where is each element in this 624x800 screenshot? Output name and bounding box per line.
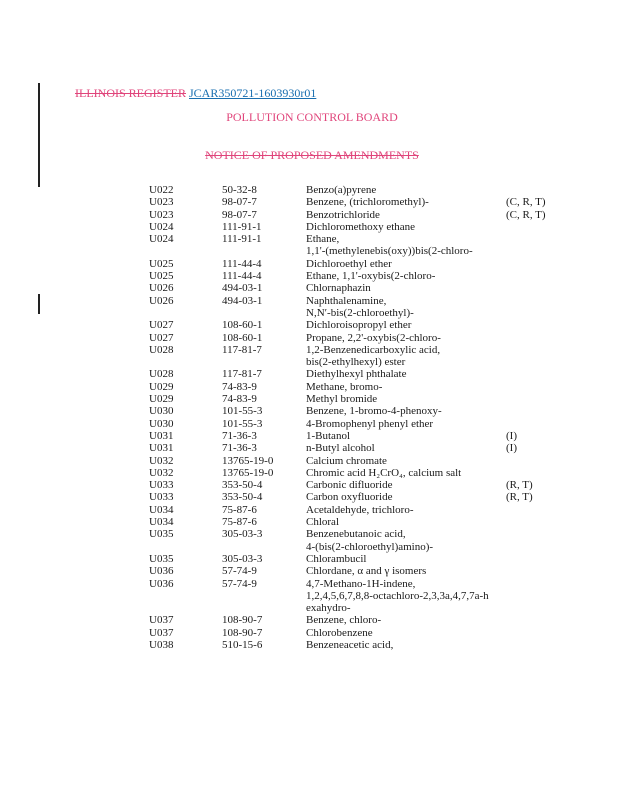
waste-code: U029: [149, 393, 174, 406]
cas-number: 75-87-6: [222, 516, 257, 529]
table-row: [0, 196, 624, 208]
chemical-name: Chromic acid H₂CrO₄, calcium salt: [306, 466, 462, 479]
chemical-name: Propane, 2,2'-oxybis(2-chloro-: [306, 331, 441, 344]
cas-number: 74-83-9: [222, 380, 257, 393]
chemical-name: Naphthalenamine,: [306, 294, 387, 307]
table-row: [0, 233, 624, 245]
table-row: [0, 184, 624, 196]
cas-number: 111-44-4: [222, 257, 262, 270]
register-id-inserted[interactable]: JCAR350721-1603930r01: [189, 86, 317, 100]
cas-number: 101-55-3: [222, 405, 263, 418]
waste-code: U028: [149, 368, 174, 381]
change-bar: [38, 83, 40, 187]
hazard-code: (R, T): [506, 479, 533, 492]
register-header: [75, 86, 316, 101]
table-row: [0, 528, 624, 540]
chemical-name: Ethane, 1,1'-oxybis(2-chloro-: [306, 270, 436, 283]
chemical-name: Carbonic difluoride: [306, 479, 393, 492]
waste-code: U037: [149, 614, 174, 627]
chemical-name: bis(2-ethylhexyl) ester: [306, 356, 406, 369]
table-row: [0, 504, 624, 516]
chemical-name: 4-(bis(2-chloroethyl)amino)-: [306, 540, 434, 553]
waste-code: U035: [149, 528, 174, 541]
chemical-name: Methyl bromide: [306, 393, 378, 406]
table-row: [0, 258, 624, 270]
chemical-name: 4,7-Methano-1H-indene,: [306, 577, 416, 590]
chemical-name: Chlorobenzene: [306, 626, 373, 639]
waste-code: U033: [149, 491, 174, 504]
table-row: [0, 442, 624, 454]
table-row: [0, 430, 624, 442]
chemical-name: Diethylhexyl phthalate: [306, 368, 407, 381]
cas-number: 353-50-4: [222, 491, 263, 504]
chemical-name: n-Butyl alcohol: [306, 442, 375, 455]
chemical-name: Carbon oxyfluoride: [306, 491, 393, 504]
table-row: [0, 590, 624, 602]
waste-code: U028: [149, 343, 174, 356]
notice-title: NOTICE OF PROPOSED AMENDMENTS: [205, 148, 419, 162]
chemical-name: Benzotrichloride: [306, 208, 380, 221]
table-row: [0, 209, 624, 221]
hazard-code: (C, R, T): [506, 196, 546, 209]
table-row: [0, 356, 624, 368]
cas-number: 57-74-9: [222, 577, 257, 590]
waste-code: U031: [149, 442, 174, 455]
waste-code: U027: [149, 331, 174, 344]
chemical-name: N,N′-bis(2-chloroethyl)-: [306, 306, 414, 319]
waste-code: U022: [149, 184, 174, 196]
table-row: [0, 295, 624, 307]
table-row: [0, 627, 624, 639]
hazard-code: (C, R, T): [506, 208, 546, 221]
chemical-name: Chlornaphazin: [306, 282, 371, 295]
cas-number: 117-81-7: [222, 368, 262, 381]
waste-code: U037: [149, 626, 174, 639]
table-row: [0, 491, 624, 503]
chemical-name: Methane, bromo-: [306, 380, 383, 393]
cas-number: 71-36-3: [222, 442, 257, 455]
table-row: [0, 344, 624, 356]
table-row: [0, 221, 624, 233]
table-row: [0, 553, 624, 565]
waste-code-table: [0, 184, 624, 651]
chemical-name: 4-Bromophenyl phenyl ether: [306, 417, 434, 430]
waste-code: U034: [149, 516, 174, 529]
cas-number: 101-55-3: [222, 417, 263, 430]
cas-number: 75-87-6: [222, 503, 257, 516]
table-row: [0, 307, 624, 319]
waste-code: U033: [149, 479, 174, 492]
cas-number: 108-90-7: [222, 614, 263, 627]
cas-number: 108-60-1: [222, 331, 263, 344]
waste-code: U026: [149, 294, 174, 307]
chemical-name: Dichloroethyl ether: [306, 257, 392, 270]
waste-code: U034: [149, 503, 174, 516]
table-row: [0, 479, 624, 491]
chemical-name: Benzene, 1-bromo-4-phenoxy-: [306, 405, 442, 418]
chemical-name: Chlordane, α and γ isomers: [306, 565, 427, 578]
chemical-name: Benzene, (trichloromethyl)-: [306, 196, 429, 209]
waste-code: U026: [149, 282, 174, 295]
cas-number: 57-74-9: [222, 565, 257, 578]
cas-number: 50-32-8: [222, 184, 257, 196]
cas-number: 353-50-4: [222, 479, 263, 492]
table-row: [0, 578, 624, 590]
waste-code: U032: [149, 466, 174, 479]
table-row: [0, 516, 624, 528]
cas-number: 98-07-7: [222, 196, 257, 209]
table-row: [0, 639, 624, 651]
cas-number: 117-81-7: [222, 343, 262, 356]
hazard-code: (I): [506, 429, 517, 442]
cas-number: 98-07-7: [222, 208, 257, 221]
waste-code: U023: [149, 208, 174, 221]
table-row: [0, 319, 624, 331]
chemical-name: Ethane,: [306, 233, 340, 246]
waste-code: U030: [149, 417, 174, 430]
cas-number: 111-91-1: [222, 220, 262, 233]
chemical-name: Calcium chromate: [306, 454, 387, 467]
table-row: [0, 245, 624, 257]
table-row: [0, 418, 624, 430]
chemical-name: Dichloromethoxy ethane: [306, 220, 416, 233]
waste-code: U030: [149, 405, 174, 418]
register-title-deleted: ILLINOIS REGISTER: [75, 86, 186, 100]
cas-number: 494-03-1: [222, 282, 263, 295]
cas-number: 13765-19-0: [222, 454, 274, 467]
chemical-name: Benzene, chloro-: [306, 614, 382, 627]
waste-code: U032: [149, 454, 174, 467]
table-row: [0, 332, 624, 344]
cas-number: 108-60-1: [222, 319, 263, 332]
table-row: [0, 368, 624, 380]
table-row: [0, 467, 624, 479]
chemical-name: exahydro-: [306, 602, 351, 615]
table-row: [0, 270, 624, 282]
chemical-name: 1,2,4,5,6,7,8,8-octachloro-2,3,3a,4,7,7a-h: [306, 589, 489, 602]
waste-code: U038: [149, 638, 174, 651]
chemical-name: Benzeneacetic acid,: [306, 638, 394, 651]
chemical-name: Benzenebutanoic acid,: [306, 528, 406, 541]
chemical-name: Acetaldehyde, trichloro-: [306, 503, 414, 516]
waste-code: U024: [149, 233, 174, 246]
chemical-name: 1,1'-(methylenebis(oxy))bis(2-chloro-: [306, 245, 473, 258]
table-row: [0, 565, 624, 577]
waste-code: U031: [149, 429, 174, 442]
waste-code: U035: [149, 552, 174, 565]
table-row: [0, 602, 624, 614]
chemical-name: Chlorambucil: [306, 552, 367, 565]
chemical-name: Dichloroisopropyl ether: [306, 319, 412, 332]
table-row: [0, 282, 624, 294]
chemical-name: 1,2-Benzenedicarboxylic acid,: [306, 343, 441, 356]
waste-code: U036: [149, 565, 174, 578]
cas-number: 108-90-7: [222, 626, 263, 639]
table-row: [0, 541, 624, 553]
table-row: [0, 381, 624, 393]
waste-code: U023: [149, 196, 174, 209]
cas-number: 510-15-6: [222, 638, 263, 651]
cas-number: 13765-19-0: [222, 466, 274, 479]
cas-number: 494-03-1: [222, 294, 263, 307]
chemical-name: Benzo(a)pyrene: [306, 184, 377, 196]
waste-code: U024: [149, 220, 174, 233]
cas-number: 111-91-1: [222, 233, 262, 246]
waste-code: U029: [149, 380, 174, 393]
cas-number: 74-83-9: [222, 393, 257, 406]
chemical-name: 1-Butanol: [306, 429, 350, 442]
hazard-code: (I): [506, 442, 517, 455]
board-title: POLLUTION CONTROL BOARD: [226, 110, 398, 124]
waste-code: U025: [149, 270, 174, 283]
chemical-name: Chloral: [306, 516, 339, 529]
hazard-code: (R, T): [506, 491, 533, 504]
table-row: [0, 455, 624, 467]
cas-number: 305-03-3: [222, 528, 263, 541]
table-row: [0, 393, 624, 405]
waste-code: U027: [149, 319, 174, 332]
cas-number: 71-36-3: [222, 429, 257, 442]
cas-number: 305-03-3: [222, 552, 263, 565]
cas-number: 111-44-4: [222, 270, 262, 283]
waste-code: U036: [149, 577, 174, 590]
table-row: [0, 405, 624, 417]
waste-code: U025: [149, 257, 174, 270]
table-row: [0, 614, 624, 626]
